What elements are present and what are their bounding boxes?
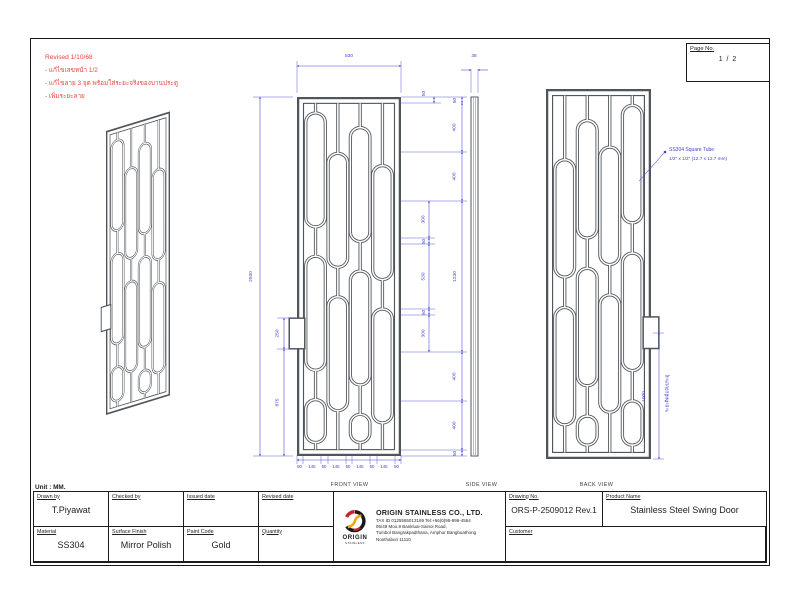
logo-text: ORIGIN bbox=[342, 535, 368, 541]
dimension-overlay bbox=[31, 39, 769, 565]
dim-front-width: 830 bbox=[344, 54, 353, 59]
paint-code-cell: Paint Code Gold bbox=[184, 527, 259, 562]
tube-callout-line2: 1/2" x 1/2" (12.7 x 12.7 mm) bbox=[669, 155, 728, 161]
logo-subtext: STAINLESS bbox=[345, 541, 365, 545]
revised-date-cell: Revised date bbox=[259, 492, 334, 527]
dim-side-width: 38 bbox=[471, 54, 477, 59]
side-view-shape bbox=[471, 97, 478, 456]
company-name: ORIGIN STAINLESS CO., LTD. bbox=[376, 508, 483, 518]
tube-callout-line1: SS304 Square Tube bbox=[669, 147, 715, 153]
front-view-label: FRONT VIEW bbox=[330, 482, 369, 488]
company-cell bbox=[334, 492, 506, 562]
page-number-value: 1 / 2 bbox=[718, 56, 738, 63]
dim-right-inner-chain: 300 50 530 50 300 bbox=[421, 215, 427, 338]
dim-top-right: 50 bbox=[422, 90, 428, 97]
product-name-cell: Product Name Stainless Steel Swing Door bbox=[603, 492, 766, 527]
drawing-frame bbox=[30, 38, 770, 566]
page-number-label: Page No. bbox=[690, 46, 715, 52]
issued-date-cell: Issued date bbox=[184, 492, 259, 527]
revision-note: - แก้ไขเลขหน้า 1/2 bbox=[45, 67, 98, 74]
material-cell: Material SS304 bbox=[34, 527, 109, 562]
callout-leader bbox=[639, 151, 666, 181]
side-view-label: SIDE VIEW bbox=[465, 482, 498, 488]
dim-back-handle-note: ระยะติดมือจับประตู bbox=[664, 374, 670, 412]
customer-cell: Customer bbox=[506, 527, 766, 562]
back-view-label: BACK VIEW bbox=[579, 482, 614, 488]
dim-front-height: 2930 bbox=[248, 271, 254, 282]
unit-label: Unit : MM. bbox=[35, 484, 66, 491]
title-block bbox=[33, 491, 767, 563]
dim-back-handle: 1000 bbox=[642, 390, 648, 402]
checked-by-cell: Checked by bbox=[109, 492, 184, 527]
dim-left-chain: 250 875 bbox=[275, 329, 281, 407]
drawing-no-cell: Drawing No. ORS-P-2509012 Rev.1 bbox=[506, 492, 603, 527]
quantity-cell: Quantity bbox=[259, 527, 334, 562]
dim-right-outer-chain: 50 400 400 1230 400 400 50 bbox=[452, 97, 459, 456]
revision-title: Revised 1/10/68 bbox=[45, 54, 93, 61]
revision-note: - แก้ไขลาย 3 จุด พร้อมใส่ระยะจริงของบานประตู bbox=[45, 80, 178, 87]
company-logo bbox=[337, 508, 373, 545]
origin-logo-icon bbox=[340, 508, 370, 535]
tube-callout bbox=[669, 147, 727, 162]
surface-finish-cell: Surface Finish Mirror Polish bbox=[109, 527, 184, 562]
dim-bottom-chain: 50 145 50 145 50 145 50 145 50 bbox=[297, 464, 399, 469]
drawn-by-cell: Drawn by T.Piyawat bbox=[34, 492, 109, 527]
revision-note: - เพิ่มระยะลาย bbox=[45, 93, 85, 100]
company-info: ORIGIN STAINLESS CO., LTD. TAX ID 0125565013169 Tel:+66(0)95-996-4564 95/49 Moo.8 Bankluai-Sainoi Road, Tumbol Bangrakpadthana, Amphur Bangbuathong Nonthaburi 11110 bbox=[376, 508, 483, 542]
